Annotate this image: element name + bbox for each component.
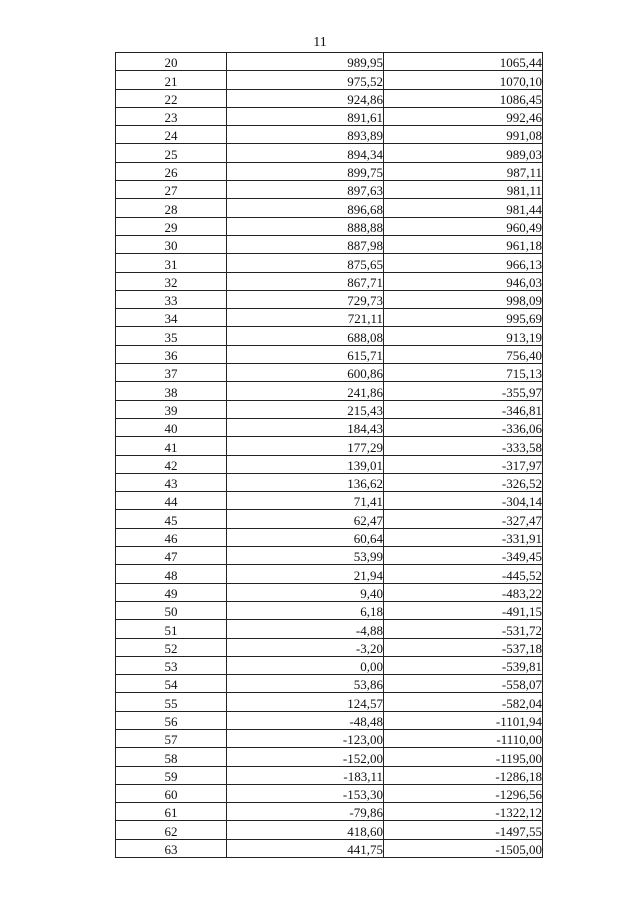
value-b-cell: -349,45 [384,547,543,565]
value-a-cell: 615,71 [227,345,384,363]
row-index-cell: 49 [116,583,227,601]
value-a-cell: 6,18 [227,601,384,619]
value-a-cell: 897,63 [227,181,384,199]
table-row [116,729,543,747]
row-index-cell: 27 [116,181,227,199]
value-b-cell: -558,07 [384,675,543,693]
value-a-cell: 124,57 [227,693,384,711]
value-a-cell: 867,71 [227,272,384,290]
row-index-cell: 33 [116,290,227,308]
table-row [116,601,543,619]
value-b-cell: 1070,10 [384,71,543,89]
value-a-cell: 441,75 [227,839,384,857]
value-a-cell: 139,01 [227,455,384,473]
table-row [116,839,543,857]
row-index-cell: 25 [116,144,227,162]
value-b-cell: 715,13 [384,364,543,382]
value-b-cell: 960,49 [384,217,543,235]
value-a-cell: 975,52 [227,71,384,89]
value-a-cell: -183,11 [227,766,384,784]
value-b-cell: 946,03 [384,272,543,290]
value-a-cell: 924,86 [227,89,384,107]
row-index-cell: 23 [116,107,227,125]
table-row [116,107,543,125]
value-a-cell: 241,86 [227,382,384,400]
row-index-cell: 35 [116,327,227,345]
row-index-cell: 54 [116,675,227,693]
value-b-cell: 992,46 [384,107,543,125]
table-row [116,309,543,327]
table-row [116,455,543,473]
page-number: 11 [313,35,327,50]
value-b-cell: 995,69 [384,309,543,327]
value-b-cell: 1086,45 [384,89,543,107]
value-b-cell: 998,09 [384,290,543,308]
table-row [116,437,543,455]
table-row [116,547,543,565]
value-a-cell: 688,08 [227,327,384,345]
value-a-cell: -3,20 [227,638,384,656]
value-b-cell: -1497,55 [384,821,543,839]
value-a-cell: 9,40 [227,583,384,601]
value-b-cell: -327,47 [384,510,543,528]
value-a-cell: -79,86 [227,803,384,821]
value-a-cell: 600,86 [227,364,384,382]
row-index-cell: 63 [116,839,227,857]
table-row [116,620,543,638]
row-index-cell: 42 [116,455,227,473]
table-row [116,199,543,217]
row-index-cell: 55 [116,693,227,711]
value-a-cell: -152,00 [227,748,384,766]
row-index-cell: 61 [116,803,227,821]
value-a-cell: 53,99 [227,547,384,565]
table-row [116,656,543,674]
data-table [115,52,543,858]
row-index-cell: 44 [116,492,227,510]
row-index-cell: 38 [116,382,227,400]
row-index-cell: 29 [116,217,227,235]
row-index-cell: 30 [116,235,227,253]
table-row [116,382,543,400]
table-row [116,766,543,784]
value-a-cell: 418,60 [227,821,384,839]
value-a-cell: 729,73 [227,290,384,308]
value-b-cell: -1505,00 [384,839,543,857]
value-b-cell: -483,22 [384,583,543,601]
value-a-cell: 891,61 [227,107,384,125]
value-a-cell: 721,11 [227,309,384,327]
table-row [116,784,543,802]
value-b-cell: 991,08 [384,126,543,144]
table-row [116,821,543,839]
row-index-cell: 21 [116,71,227,89]
value-a-cell: 215,43 [227,400,384,418]
row-index-cell: 62 [116,821,227,839]
table-row [116,53,543,71]
value-b-cell: 961,18 [384,235,543,253]
value-b-cell: -1195,00 [384,748,543,766]
row-index-cell: 51 [116,620,227,638]
table-row [116,510,543,528]
row-index-cell: 45 [116,510,227,528]
value-b-cell: -346,81 [384,400,543,418]
table-row [116,327,543,345]
value-b-cell: 981,44 [384,199,543,217]
table-body [116,53,543,858]
row-index-cell: 37 [116,364,227,382]
row-index-cell: 32 [116,272,227,290]
value-b-cell: -355,97 [384,382,543,400]
table-row [116,748,543,766]
row-index-cell: 34 [116,309,227,327]
table-row [116,528,543,546]
value-b-cell: -537,18 [384,638,543,656]
row-index-cell: 56 [116,711,227,729]
value-a-cell: -48,48 [227,711,384,729]
table-row [116,71,543,89]
table-row [116,144,543,162]
value-b-cell: -1296,56 [384,784,543,802]
table-row [116,693,543,711]
value-b-cell: 756,40 [384,345,543,363]
table-row [116,272,543,290]
value-a-cell: 71,41 [227,492,384,510]
table-row [116,473,543,491]
table-row [116,711,543,729]
value-a-cell: -153,30 [227,784,384,802]
row-index-cell: 47 [116,547,227,565]
value-a-cell: 53,86 [227,675,384,693]
value-b-cell: -331,91 [384,528,543,546]
row-index-cell: 48 [116,565,227,583]
table-row [116,803,543,821]
row-index-cell: 24 [116,126,227,144]
value-a-cell: 177,29 [227,437,384,455]
row-index-cell: 40 [116,418,227,436]
value-b-cell: 1065,44 [384,53,543,71]
row-index-cell: 59 [116,766,227,784]
row-index-cell: 41 [116,437,227,455]
table-row [116,254,543,272]
value-b-cell: -333,58 [384,437,543,455]
table-row [116,364,543,382]
value-a-cell: 989,95 [227,53,384,71]
value-a-cell: 888,88 [227,217,384,235]
table-row [116,162,543,180]
value-a-cell: 0,00 [227,656,384,674]
value-b-cell: -304,14 [384,492,543,510]
value-a-cell: -4,88 [227,620,384,638]
value-b-cell: -336,06 [384,418,543,436]
row-index-cell: 20 [116,53,227,71]
value-b-cell: -317,97 [384,455,543,473]
row-index-cell: 22 [116,89,227,107]
row-index-cell: 60 [116,784,227,802]
row-index-cell: 57 [116,729,227,747]
value-a-cell: 184,43 [227,418,384,436]
table-row [116,565,543,583]
value-a-cell: -123,00 [227,729,384,747]
row-index-cell: 31 [116,254,227,272]
value-b-cell: -1101,94 [384,711,543,729]
value-a-cell: 60,64 [227,528,384,546]
row-index-cell: 36 [116,345,227,363]
row-index-cell: 39 [116,400,227,418]
value-a-cell: 136,62 [227,473,384,491]
value-a-cell: 893,89 [227,126,384,144]
value-b-cell: 989,03 [384,144,543,162]
row-index-cell: 50 [116,601,227,619]
table-row [116,675,543,693]
table-row [116,89,543,107]
table-row [116,418,543,436]
table-row [116,290,543,308]
value-b-cell: 966,13 [384,254,543,272]
value-a-cell: 875,65 [227,254,384,272]
value-a-cell: 62,47 [227,510,384,528]
row-index-cell: 52 [116,638,227,656]
value-a-cell: 21,94 [227,565,384,583]
value-b-cell: -445,52 [384,565,543,583]
row-index-cell: 26 [116,162,227,180]
table-row [116,400,543,418]
value-a-cell: 887,98 [227,235,384,253]
table-row [116,217,543,235]
value-b-cell: -531,72 [384,620,543,638]
value-b-cell: -1322,12 [384,803,543,821]
row-index-cell: 58 [116,748,227,766]
value-b-cell: -326,52 [384,473,543,491]
value-b-cell: 913,19 [384,327,543,345]
table-row [116,583,543,601]
value-b-cell: 981,11 [384,181,543,199]
table-row [116,181,543,199]
value-a-cell: 896,68 [227,199,384,217]
value-a-cell: 899,75 [227,162,384,180]
table-row [116,638,543,656]
value-a-cell: 894,34 [227,144,384,162]
table-row [116,492,543,510]
row-index-cell: 53 [116,656,227,674]
value-b-cell: -1110,00 [384,729,543,747]
value-b-cell: 987,11 [384,162,543,180]
row-index-cell: 46 [116,528,227,546]
value-b-cell: -491,15 [384,601,543,619]
row-index-cell: 43 [116,473,227,491]
value-b-cell: -539,81 [384,656,543,674]
table-row [116,235,543,253]
value-b-cell: -582,04 [384,693,543,711]
table-row [116,126,543,144]
row-index-cell: 28 [116,199,227,217]
table-row [116,345,543,363]
value-b-cell: -1286,18 [384,766,543,784]
